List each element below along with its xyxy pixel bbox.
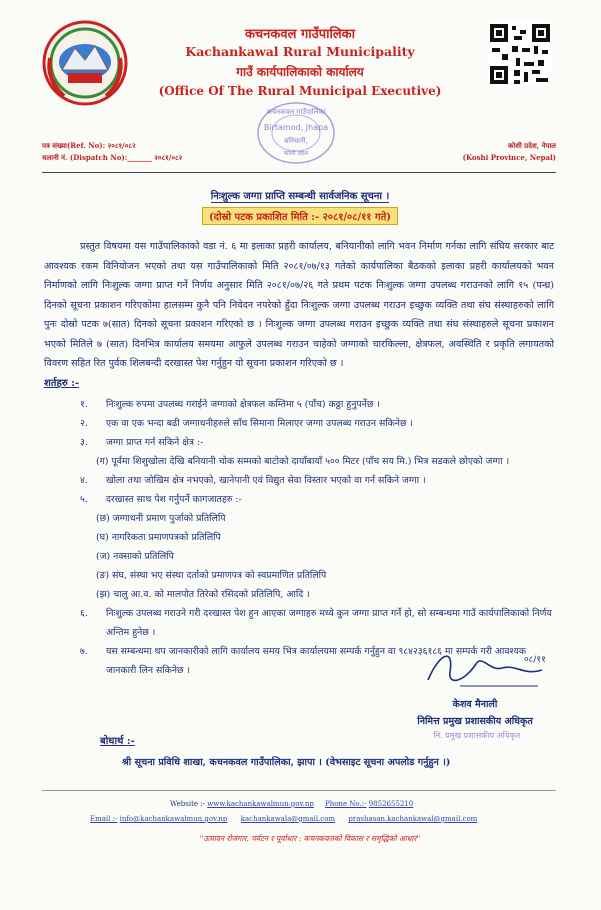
notice-title: निःशुल्क जग्गा प्राप्ति सम्बन्धी सार्वजनिक सूचना । [211,188,390,203]
website-label: Website :- [170,800,205,808]
footer-email-row [90,815,477,823]
condition-item: ४. खोला तथा जोखिम क्षेत्र नभएको, खानेपानी एवं विद्युत सेवा विस्तार भएको वा गर्न सकिने जग्गा । [80,475,426,486]
conditions-title: शर्तहरु :- [44,378,80,389]
conditions-list [80,395,555,680]
signatory-title: निमित्त प्रमुख प्रशासकीय अधिकृत [417,716,533,727]
condition-item: १. निःशुल्क रुपमा उपलब्ध गराईने जग्गाको क्षेत्रफल कम्तिमा ५ (पाँच) कठ्ठा हुनुपर्नेछ । [80,399,380,410]
website-link[interactable]: www.kachankawalmun.gov.np [207,800,314,808]
document-item: (घ) नागरिकता प्रमाणपत्रको प्रतिलिपि [96,532,221,543]
document-item: (ज) नक्साको प्रतिलिपि [96,551,174,562]
condition-item: ७. यस सम्बन्धमा थप जानकारीको लागि कार्यालय समय भित्र कार्यालयमा सम्पर्क गर्नुहुन वा ९८४२३६१८६ मा सम्पर्क गरी आवश्यक जानकारी लिन सकिनेछ । [80,646,527,676]
footer-divider [42,790,556,791]
signature-date: ०८/११ [524,655,546,665]
signatory-stamp: नि. प्रमुख प्रशासकीय अधिकृत [433,731,521,740]
document-item: (झ) चालु आ.व. को मालपोत तिरेको रसिदको प्रतिलिपि, आदि । [96,589,310,600]
dispatch-number: चलानी नं. (Dispatch No):_______ २०८१/०८२ [42,153,183,162]
office-seal-stamp [255,100,337,166]
email-link-info[interactable]: info@kachankawalmun.gov.np [119,815,228,823]
condition-item: ३. जग्गा प्राप्त गर्न सकिने क्षेत्र :- [80,437,204,448]
province-block [450,140,556,164]
qr-code-icon [488,22,552,94]
document-item: (छ) जग्गाधनी प्रमाण पुर्जाको प्रतिलिपि [96,513,226,524]
document-item: (ङ) संघ, संस्था भए संस्था दर्ताको प्रमाणपत्र को स्वप्रमाणित प्रतिलिपि [96,570,327,581]
municipality-name-en: Kachankawal Rural Municipality [185,44,415,59]
email-label: Email :- [90,815,118,823]
ref-number: पत्र संख्या(Ref. No): २०८१/०८२ [42,141,136,150]
header-divider [42,172,556,173]
email-link-prashasan[interactable]: prashasan.kachankawal@gmail.com [348,815,478,823]
notice-heading [120,188,480,225]
cc-label: बोधार्थ :- [100,736,135,747]
notice-body: प्रस्तुत विषयमा यस गाउँपालिकाको वडा नं. ६ मा इलाका प्रहरी कार्यालय, बनियानीको लागि भवन निर्माण गर्नका लागि संघिय सरकार बाट आवश्यक रकम विनियोजन भएको तथा यस गाउँपालिकाको मिति २०८१/०७/१३ गतेको कार्यपालिका बैठकको इलाका प्रहरी कार्यालयको भवन निर्माणको लागि निःशुल्क जग्गा प्राप्त गर्ने निर्णय अनुसार मिति २०८१/०७/२६ गते प्रथम पटक निःशुल्क जग्गा उपलब्ध गराउनको लागि १५ (पन्ध्र) दिनको सूचना प्रकाशन गरिएकोमा हालसम्म कुनै पनि निवेदन नपरेको हुँदा निःशुल्क जग्गा उपलब्ध गराउन इच्छुक व्यक्ति तथा संघ संस्थाहरुको लागि पुनः दोस्रो पटक ७(सात) दिनको सूचना प्रकाशन गरिएको छ । निःशुल्क जग्गा उपलब्ध गराउन इच्छुक व्यक्ति तथा संघ संस्थाहरुले सूचना प्रकाशन भएको मितिले ७ (सात) दिनभित्र कार्यालय समयमा आफुले उपलब्ध गराउन चाहेको जग्गाको चारकिल्ला, क्षेत्रफल, अवस्थिति र प्रकृति लगायतको विवरण सहित रित पुर्वक शिलबन्दी दरखास्त पेश गर्नुहुन यो सूचना प्रकाशन गरिएको छ । [44,241,554,369]
seal-text-2: Birtamod, Jhapa [263,123,329,132]
nepal-emblem-icon [40,18,130,108]
email-link-kachankawala[interactable]: kachankawala@gmail.com [240,815,336,823]
ref-dispatch-block [42,140,182,164]
seal-text-1: कचनकवल गाउँपालिका [266,108,326,116]
office-name-en: (Office Of The Rural Municipal Executive) [158,84,442,98]
signatory-name: केशव मैनाली [452,699,498,710]
footer-website-row [170,800,413,808]
documents-list [80,509,555,604]
municipality-name-np: कचनकवल गाउँपालिका [244,27,356,42]
condition-item: २. एक वा एक भन्दा बढी जग्गाधनीहरुले साँध सिमाना मिलाएर जग्गा उपलब्ध गराउन सकिनेछ । [80,418,413,429]
condition-item: ६. निःशुल्क उपलब्ध गराउने गरी दरखास्त पेश हुन आएका जग्गाहरु मध्ये कुन जग्गा प्राप्त गर्ने हो, सो सम्बन्धमा गाउँ कार्यपालिकाको निर्णय अन्तिम हुनेछ । [80,608,552,638]
province-en: (Koshi Province, Nepal) [462,153,556,162]
condition-item: ५. दरखास्त साथ पेश गर्नुपर्ने कागजातहरु :- [80,494,242,505]
office-name-np: गाउँ कार्यपालिकाको कार्यालय [236,65,364,79]
phone-number[interactable]: 9852655210 [368,800,414,808]
footer-slogan: ''उत्पादन रोजगार, पर्यटन र पूर्वाधार : कचनकवलको विकास र समृद्धिको आधार'' [199,834,421,843]
cc-line: श्री सूचना प्रविधि शाखा, कचनकवल गाउँपालिका, झापा । (वेभसाइट सूचना अपलोड गर्नुहुन ।) [122,757,451,768]
seal-text-3: बनियानी, [284,137,308,145]
second-publish-date: (दोस्रो पटक प्रकाशित मिति :- २०८१/०८/११ गते) [202,207,398,225]
province-np: कोशी प्रदेश, नेपाल [508,141,556,150]
phone-label: Phone No.:- [325,800,367,808]
condition-subitem: (ग) पूर्वमा शिशुखोला देखि बनियानी चोक सम्मको बाटोको दायाँबायाँ ५०० मिटर (पाँच सय मि.) भित्र सडकले छोएको जग्गा । [96,456,510,467]
seal-text-4: कोशी प्रदेश [283,150,309,157]
handwritten-signature [420,642,550,692]
